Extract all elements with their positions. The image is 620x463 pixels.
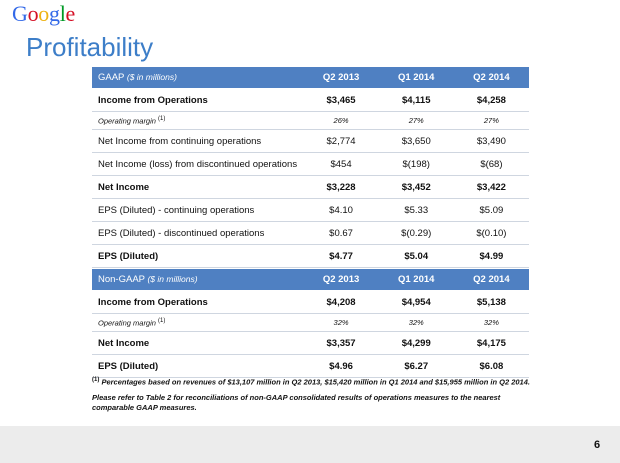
cell-value: 26% [303,112,378,130]
footnote-marker: (1) [92,377,100,383]
row-label: Net Income (loss) from discontinued operations [92,153,303,176]
cell-value: $454 [303,153,378,176]
cell-value: $5.09 [454,199,529,222]
cell-value: 32% [454,314,529,332]
cell-value: $3,490 [454,130,529,153]
table-row [92,153,529,176]
footnote-text: Percentages based on revenues of $13,107 million in Q2 2013, $15,420 million in Q1 2014 and $15,955 million in Q2 2014. [101,377,530,387]
cell-value: $3,357 [303,332,378,355]
table-row [92,130,529,153]
row-label: Net Income [92,332,303,355]
row-label: EPS (Diluted) - continuing operations [92,199,303,222]
cell-value: $5.33 [379,199,454,222]
slide-title: Profitability [26,32,154,62]
cell-value: $3,422 [454,176,529,199]
table-row [92,199,529,222]
cell-value: $3,650 [379,130,454,153]
row-label: Operating margin $^{(1)}$ [92,314,303,332]
reconciliation-note: Please refer to Table 2 for reconciliations of non-GAAP consolidated results of operations measures to the nearest comparable GAAP measures. [92,393,501,412]
row-label: EPS (Diluted) [92,355,303,378]
cell-value: $4.77 [303,245,378,268]
cell-value: $5,138 [454,291,529,314]
nongaap-header-row [92,269,529,291]
cell-value: $4.96 [303,355,378,378]
table-row [92,89,529,112]
cell-value: $2,774 [303,130,378,153]
cell-value: $6.08 [454,355,529,378]
cell-value: $0.67 [303,222,378,245]
table-row [92,291,529,314]
cell-value: $5.04 [379,245,454,268]
nongaap-header-unit: ($ in millions) [147,274,198,284]
footnote-marker: (1) [158,317,166,324]
nongaap-col-q2-2013: Q2 2013 [303,269,378,291]
cell-value: $4,954 [379,291,454,314]
footnote-marker: (1) [158,115,166,122]
cell-value: $(0.29) [379,222,454,245]
gaap-col-q2-2013: Q2 2013 [303,67,378,89]
table-row [92,314,529,332]
cell-value: 27% [454,112,529,130]
row-label: Operating margin $^{(1)}$ [92,112,303,130]
cell-value: 27% [379,112,454,130]
google-logo [12,2,75,26]
cell-value: 32% [379,314,454,332]
cell-value: $4,175 [454,332,529,355]
cell-value: $3,452 [379,176,454,199]
cell-value: $4,208 [303,291,378,314]
row-label: Net Income [92,176,303,199]
page-number: 6 [594,439,601,451]
cell-value: $3,228 [303,176,378,199]
cell-value: $4,258 [454,89,529,112]
gaap-table [92,67,529,268]
row-label: EPS (Diluted) [92,245,303,268]
table-row [92,222,529,245]
logo-letter: g [49,1,60,26]
logo-letter: o [38,1,49,26]
logo-letter: G [12,1,28,26]
nongaap-table [92,269,529,378]
row-label: Income from Operations [92,89,303,112]
cell-value: $4,115 [379,89,454,112]
cell-value: $4,299 [379,332,454,355]
cell-value: $(0.10) [454,222,529,245]
table-row [92,112,529,130]
gaap-header-row [92,67,529,89]
logo-letter: e [65,1,75,26]
cell-value: $4.99 [454,245,529,268]
gaap-header-unit: ($ in millions) [126,72,177,82]
table-row [92,332,529,355]
gaap-col-q1-2014: Q1 2014 [379,67,454,89]
footnote [92,375,532,388]
cell-value: 32% [303,314,378,332]
nongaap-col-q1-2014: Q1 2014 [379,269,454,291]
row-label: Net Income from continuing operations [92,130,303,153]
table-row [92,176,529,199]
cell-value: $3,465 [303,89,378,112]
row-label: Income from Operations [92,291,303,314]
gaap-col-q2-2014: Q2 2014 [454,67,529,89]
logo-letter: l [59,1,66,26]
table-row [92,245,529,268]
logo-letter: o [27,1,39,26]
slide-footer-band [0,426,620,463]
cell-value: $4.10 [303,199,378,222]
row-label: EPS (Diluted) - discontinued operations [92,222,303,245]
gaap-header-label: GAAP ($ in millions) [92,67,303,89]
cell-value: $6.27 [379,355,454,378]
nongaap-header-label: Non-GAAP ($ in millions) [92,269,303,291]
nongaap-col-q2-2014: Q2 2014 [454,269,529,291]
cell-value: $(68) [454,153,529,176]
cell-value: $(198) [379,153,454,176]
